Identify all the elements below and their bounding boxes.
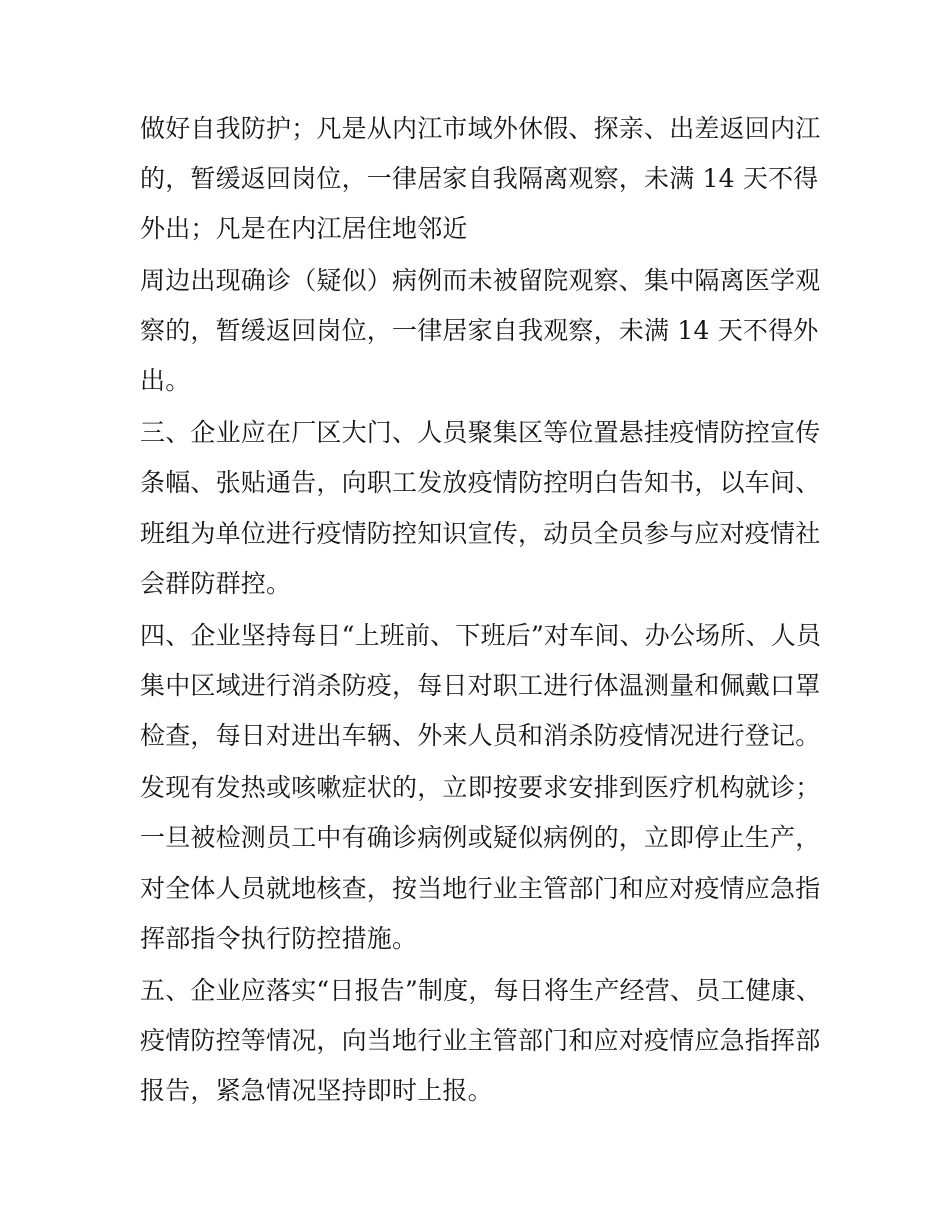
text-line: 发现有发热或咳嗽症状的，立即按要求安排到医疗机构就诊；	[140, 773, 821, 802]
text-line: 外出；凡是在内江居住地邻近	[140, 214, 468, 243]
text-line: 对全体人员就地核查，按当地行业主管部门和应对疫情应急指	[140, 874, 821, 903]
text-line: 察的，暂缓返回岗位，一律居家自我观察，未满 14 天不得外	[140, 316, 819, 345]
text-line: 检查，每日对进出车辆、外来人员和消杀防疫情况进行登记。	[140, 721, 821, 750]
text-line: 做好自我防护；凡是从内江市域外休假、探亲、出差返回内江	[140, 114, 821, 143]
text-line: 的，暂缓返回岗位，一律居家自我隔离观察，未满 14 天不得	[140, 164, 819, 193]
text-line: 会群防群控。	[140, 569, 292, 598]
text-line: 疫情防控等情况，向当地行业主管部门和应对疫情应急指挥部	[140, 1026, 821, 1055]
text-line: 挥部指令执行防控措施。	[140, 924, 418, 953]
text-line: 一旦被检测员工中有确诊病例或疑似病例的，立即停止生产，	[140, 823, 821, 852]
text-line: 四、企业坚持每日“上班前、下班后”对车间、办公场所、人员	[140, 621, 822, 650]
text-line: 五、企业应落实“日报告”制度，每日将生产经营、员工健康、	[140, 976, 822, 1005]
text-line: 班组为单位进行疫情防控知识宣传，动员全员参与应对疫情社	[140, 519, 821, 548]
text-line: 出。	[140, 366, 191, 395]
text-line: 周边出现确诊（疑似）病例而未被留院观察、集中隔离医学观	[140, 266, 821, 295]
text-line: 条幅、张贴通告，向职工发放疫情防控明白告知书，以车间、	[140, 468, 821, 497]
text-line: 集中区域进行消杀防疫，每日对职工进行体温测量和佩戴口罩	[140, 671, 821, 700]
text-line: 报告，紧急情况坚持即时上报。	[140, 1076, 493, 1105]
text-line: 三、企业应在厂区大门、人员聚集区等位置悬挂疫情防控宣传	[140, 418, 821, 447]
